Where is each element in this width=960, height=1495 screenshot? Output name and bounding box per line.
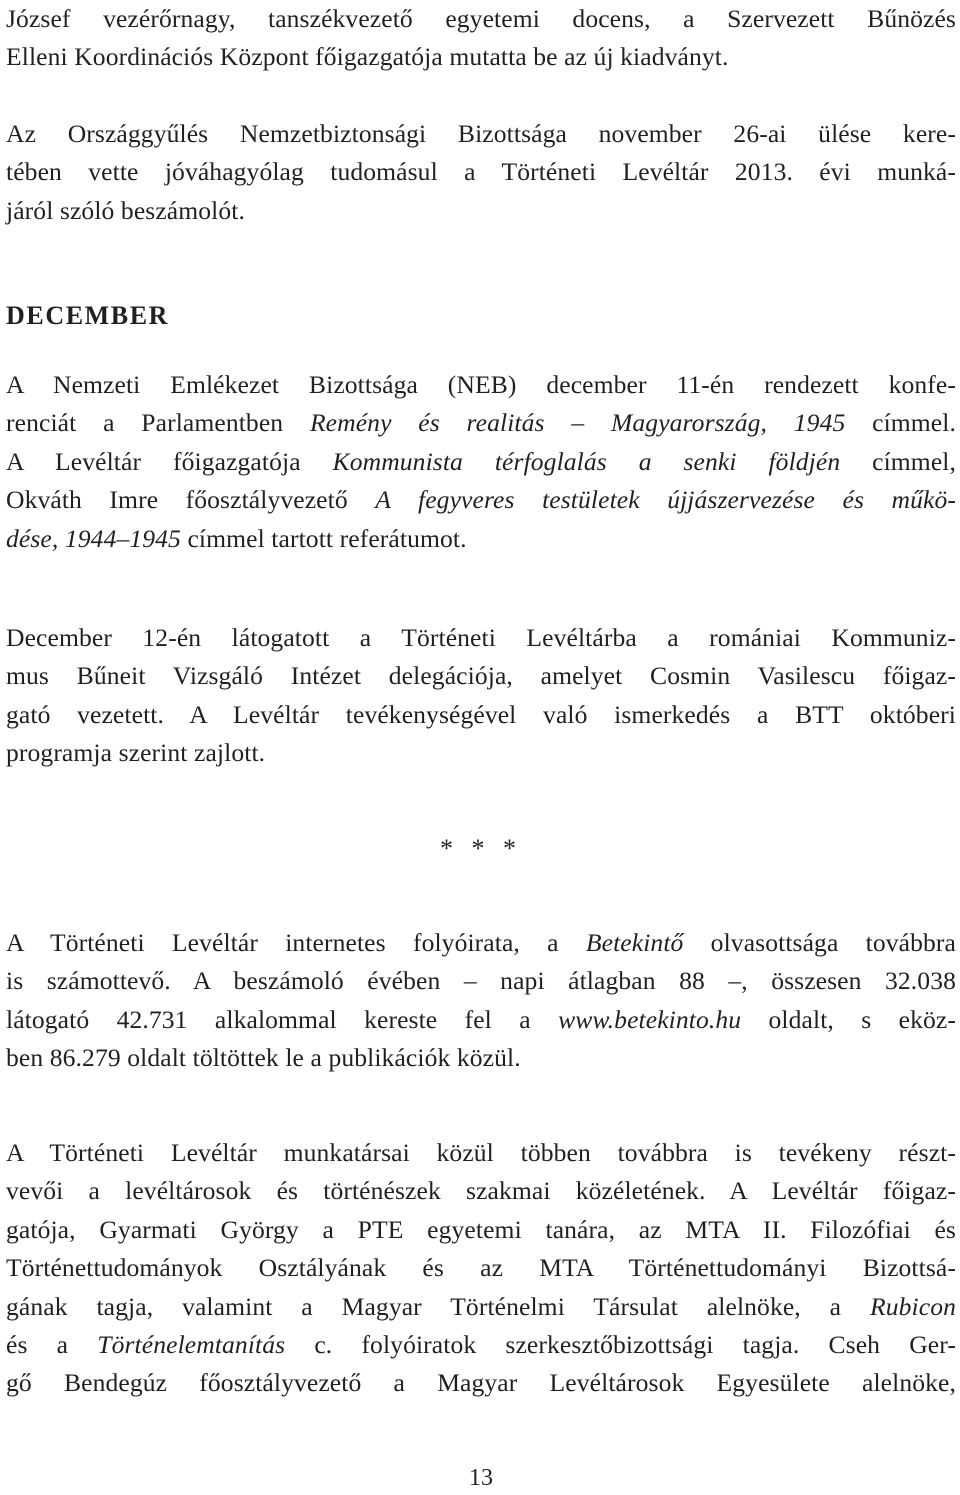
text-line: vevői a levéltárosok és történészek szakmai közéletének. A Levéltár főigaz- <box>6 1176 956 1206</box>
text-line: gának tagja, valamint a Magyar Történelmi Társulat alelnöke, a Rubicon <box>6 1291 956 1321</box>
text-line: és a Történelemtanítás c. folyóiratok szerkesztőbizottsági tagja. Cseh Ger- <box>6 1330 956 1360</box>
text-line: Okváth Imre főosztályvezető A fegyveres testületek újjászervezése és műkö- <box>6 485 956 515</box>
text-line: renciát a Parlamentben Remény és realitás – Magyarország, 1945 címmel. <box>6 408 956 438</box>
text-line: A Történeti Levéltár internetes folyóirata, a Betekintő olvasottsága továbbra <box>6 928 956 957</box>
delegation-paragraph <box>6 619 956 773</box>
text-line: December 12-én látogatott a Történeti Levéltárba a romániai Kommuniz- <box>6 623 956 652</box>
text-line: gató vezetett. A Levéltár tevékenységével való ismerkedés a BTT októberi <box>6 699 956 729</box>
page-number: 13 <box>469 1465 493 1491</box>
text-line: A Történeti Levéltár munkatársai közül többen továbbra is tevékeny részt- <box>6 1138 956 1167</box>
text-line: gő Bendegúz főosztályvezető a Magyar Levéltárosok Egyesülete alelnöke, <box>6 1368 956 1398</box>
text-line: tében vette jóváhagyólag tudomásul a Történeti Levéltár 2013. évi munká- <box>6 157 956 187</box>
staff-paragraph <box>6 1134 956 1403</box>
text-line: Az Országgyűlés Nemzetbiztonsági Bizottsága november 26-ai ülése kere- <box>6 119 956 148</box>
text-line: A Levéltár főigazgatója Kommunista térfoglalás a senki földjén címmel, <box>6 446 956 476</box>
section-heading: DECEMBER <box>6 301 170 330</box>
neb-conference-paragraph <box>6 366 956 558</box>
text-line: József vezérőrnagy, tanszékvezető egyetemi docens, a Szervezett Bűnözés <box>6 4 956 33</box>
text-line: A Nemzeti Emlékezet Bizottsága (NEB) december 11-én rendezett konfe- <box>6 370 956 399</box>
text-line: is számottevő. A beszámoló évében – napi átlagban 88 –, összesen 32.038 <box>6 966 956 996</box>
text-line: mus Bűneit Vizsgáló Intézet delegációja, amelyet Cosmin Vasilescu főigaz- <box>6 661 956 691</box>
text-line: ben 86.279 oldalt töltöttek le a publikációk közül. <box>6 1043 521 1073</box>
text-line: gatója, Gyarmati György a PTE egyetemi tanára, az MTA II. Filozófiai és <box>6 1214 956 1244</box>
section-separator: * * * <box>440 834 522 863</box>
text-line: járól szóló beszámolót. <box>6 195 245 225</box>
text-line: programja szerint zajlott. <box>6 738 266 768</box>
text-line: látogató 42.731 alkalommal kereste fel a www.betekinto.hu oldalt, s eköz- <box>6 1004 956 1034</box>
text-line: dése, 1944–1945 címmel tartott referátumot. <box>6 523 467 553</box>
text-line: Történettudományok Osztályának és az MTA Történettudományi Bizottsá- <box>6 1253 956 1283</box>
betekinto-paragraph <box>6 924 956 1078</box>
committee-paragraph <box>6 115 956 230</box>
text-line: Elleni Koordinációs Központ főigazgatója mutatta be az új kiadványt. <box>6 42 729 72</box>
intro-paragraph <box>6 0 956 77</box>
